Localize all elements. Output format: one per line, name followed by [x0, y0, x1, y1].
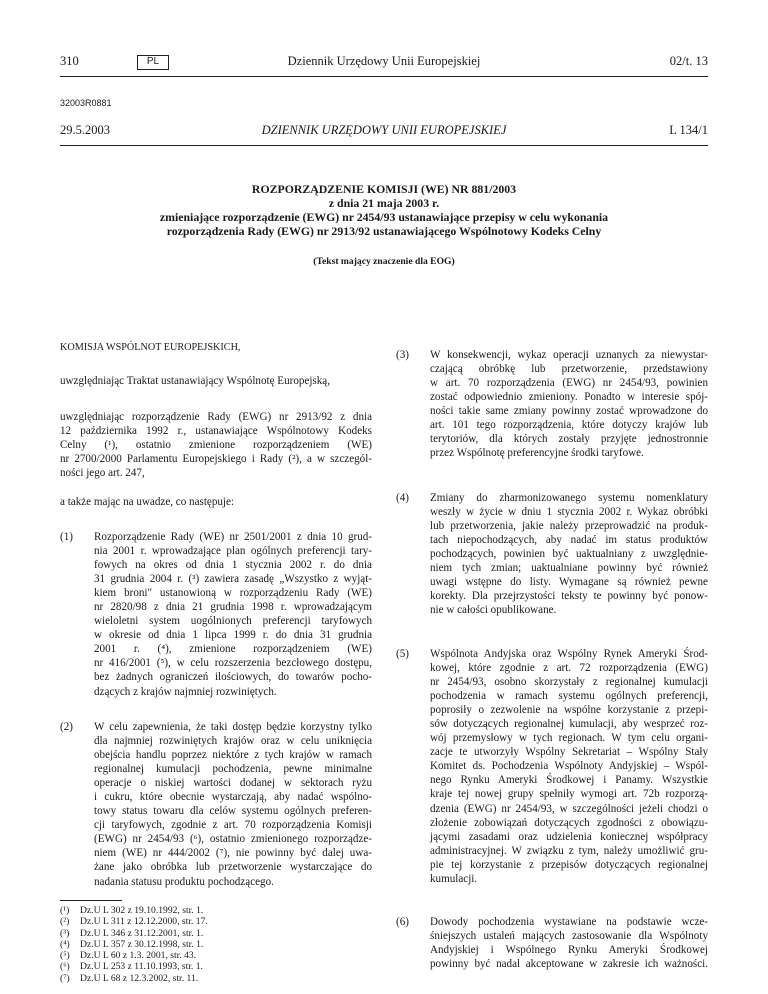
- text-line: niem tych zmian; uaktualniane powinny być również: [430, 562, 708, 575]
- footnote-mark: (³): [60, 927, 70, 939]
- text-line: dzących z krajów najmniej rozwiniętych.: [94, 685, 277, 698]
- text-line: Celny (¹), ostatnio zmienione rozporządzeniem (WE): [60, 439, 372, 452]
- text-line: i cukru, które obecnie wystarczają, aby nadać wspólno-: [94, 791, 372, 804]
- text-line: Andyjskiej i Wspólnego Rynku Ameryki Środkowej: [430, 944, 708, 957]
- footnote: [60, 916, 372, 927]
- language-badge: PL: [137, 55, 169, 70]
- whereas-clause: a także mając na uwadze, co następuje:: [60, 496, 235, 508]
- text-line: dzenia (EWG) nr 2454/93, w szczególności jeżeli chodzi o: [430, 802, 708, 815]
- text-line: Dowody pochodzenia wystawiane na podstawie wcze-: [430, 916, 708, 928]
- text-line: nadania statusu produktu pochodzącego.: [94, 875, 274, 888]
- footnote-text: Dz.U L 311 z 12.12.2000, str. 17.: [80, 916, 208, 928]
- original-date: 29.5.2003: [60, 123, 110, 137]
- text-line: czającą obróbkę lub przetworzenie, przedstawiony: [430, 363, 708, 376]
- text-line: wieloletni system uogólnionych preferencji taryfowych: [94, 615, 372, 628]
- text-line: W celu zapewnienia, że taki dostęp będzie korzystny tylko: [94, 721, 372, 733]
- text-line: Rozporządzenie Rady (WE) nr 2501/2001 z dnia 10 grud-: [94, 531, 372, 543]
- text-line: art. 101 tego rozporządzenia, które dotyczy krajów lub: [430, 419, 708, 432]
- footnote-mark: (⁵): [60, 950, 70, 962]
- footnote-text: Dz.U L 302 z 19.10.1992, str. 1.: [80, 905, 204, 916]
- text-line: korekty. Dla przejrzystości teksty te powinny być ponow-: [430, 590, 708, 603]
- text-line: w okresie od dnia 1 lipca 1999 r. do dnia 31 grudnia: [94, 629, 372, 642]
- regulation-subject-line1: zmieniające rozporządzenie (EWG) nr 2454/93 ustanawiające przepisy w celu wykonania: [159, 210, 609, 224]
- text-line: 12 października 1992 r., ustanawiające Wspólnotowy Kodeks: [60, 425, 372, 438]
- journal-title: Dziennik Urzędowy Unii Europejskiej: [287, 54, 481, 68]
- text-line: jącymi zasadami oraz udzielenia koniecznej współpracy: [430, 830, 708, 843]
- text-line: złożenie zobowiązań dotyczących zgodności z obowiązu-: [430, 816, 708, 829]
- text-line: pochodzących, powinien być uaktualniany z uwzględnie-: [430, 548, 708, 561]
- eea-relevance: (Tekst mający znaczenie dla EOG): [313, 256, 455, 267]
- text-line: zostać odpowiednio zmieniony. Ponadto w interesie spój-: [430, 391, 708, 404]
- recital-number: (6): [396, 916, 409, 928]
- original-journal: DZIENNIK URZĘDOWY UNII EUROPEJSKIEJ: [261, 123, 507, 137]
- footnote: [60, 905, 372, 916]
- text-line: żane jako obróbka lub przetworzenie wystarczające do: [94, 861, 372, 874]
- text-line: kumulacji.: [430, 872, 478, 885]
- text-line: niem (WE) nr 444/2002 (⁷), nie powinny być dalej uwa-: [94, 847, 372, 860]
- footnote-text: Dz.U L 346 z 31.12.2001, str. 1.: [80, 927, 204, 939]
- footnote: [60, 939, 372, 950]
- text-line: administracyjnej. W związku z tym, należy umożliwić gru-: [430, 844, 708, 857]
- regulation-citation: [60, 410, 372, 480]
- recital-text: [94, 530, 372, 699]
- text-line: dla najmniej rozwiniętych krajów oraz w celu uniknięcia: [94, 735, 372, 748]
- text-line: weszły w życie w dniu 1 stycznia 2002 r. Wykaz obróbki: [430, 506, 708, 519]
- text-line: nr 2820/98 z dnia 21 grudnia 1998 r. wprowadzającym: [94, 601, 372, 614]
- recital-number: (4): [396, 492, 409, 504]
- footnote-mark: (⁴): [60, 938, 70, 950]
- footnote: [60, 928, 372, 939]
- text-line: fowych na okres od dnia 1 stycznia 2002 r. do dnia: [94, 559, 372, 572]
- footnote-text: Dz.U L 357 z 30.12.1998, str. 1.: [80, 938, 204, 950]
- text-line: sów dotyczących regionalnej kumulacji, aby wesprzeć roz-: [430, 718, 708, 731]
- original-header-rule: [60, 145, 708, 146]
- footnote-text: Dz.U L 68 z 12.3.2002, str. 11.: [80, 972, 199, 984]
- text-line: pie tej korzystanie z przepisów dotyczących regionalnej: [430, 858, 708, 871]
- text-line: nr 2700/2000 Parlamentu Europejskiego i Rady (²), a w szczegól-: [60, 453, 372, 466]
- text-line: Wspólnota Andyjska oraz Wspólny Rynek Ameryki Środ-: [430, 648, 708, 660]
- text-line: bez żadnych ograniczeń ilościowych, do towarów pocho-: [94, 671, 372, 684]
- text-line: (EWG) nr 2454/93 (⁶), ostatnio zmienionego rozporządze-: [94, 833, 372, 846]
- recital-number: (1): [60, 531, 73, 543]
- text-line: zacje te utworzyły Wspólny Sekretariat – Wspólny Stały: [430, 746, 708, 759]
- footnote-text: Dz.U L 60 z 1.3. 2001, str. 43.: [80, 950, 197, 962]
- footnotes: [60, 905, 372, 984]
- header-rule: [60, 76, 708, 77]
- regulation-date: z dnia 21 maja 2003 r.: [328, 196, 440, 210]
- footnote-text: Dz.U L 253 z 11.10.1993, str. 1.: [80, 961, 203, 973]
- text-line: nr 416/2001 (⁵), w celu rozszerzenia bezcłowego dostępu,: [94, 657, 372, 670]
- text-line: lub przetworzenia, jakie należy przeprowadzić na produk-: [430, 520, 708, 533]
- text-line: obejścia handlu poprzez niektóre z tych krajów w ramach: [94, 749, 372, 762]
- recital-text: [430, 915, 708, 971]
- treaty-clause: uwzględniając Traktat ustanawiający Wspólnotę Europejską,: [60, 375, 330, 387]
- text-line: kiem broni" ustanowioną w rozporządzeniu Rady (WE): [94, 587, 372, 600]
- text-line: nr 2454/93, osobno skorzystały z regionalnej kumulacji: [430, 676, 708, 689]
- text-line: nie w całości opublikowane.: [430, 604, 557, 617]
- text-line: W konsekwencji, wykaz operacji uznanych za niewystar-: [430, 349, 708, 361]
- text-line: pochodzenia w ramach systemu ogólnych preferencji,: [430, 690, 708, 703]
- text-line: Zmiany do zharmonizowanego systemu nomenklatury: [430, 492, 708, 504]
- text-line: terytoriów, dla których zostały przyjęte jednostronnie: [430, 433, 708, 446]
- text-line: ności takie same zmiany powinny zostać wprowadzone do: [430, 405, 708, 418]
- text-line: regionalnej kumulacji pochodzenia, pewne minimalne: [94, 763, 372, 776]
- text-line: tach niepochodzących, aby nadać im status produktów: [430, 534, 708, 547]
- text-line: uwzględniając rozporządzenie Rady (EWG) nr 2913/92 z dnia: [60, 411, 372, 423]
- text-line: cji taryfowych, zgodnie z art. 70 rozporządzenia Komisji: [94, 819, 372, 832]
- footnote-mark: (⁶): [60, 961, 70, 973]
- footnote: [60, 950, 372, 961]
- volume-number: 02/t. 13: [669, 54, 708, 68]
- recital-text: [430, 491, 708, 617]
- footnote-mark: (⁷): [60, 972, 70, 984]
- document-reference: 32003R0881: [60, 98, 112, 108]
- text-line: uwagi wstępne do listy. Wymagane są również pewne: [430, 576, 708, 589]
- page-number: 310: [60, 54, 79, 68]
- text-line: towy status towaru dla celów systemu ogólnych preferen-: [94, 805, 372, 818]
- text-line: 31 grudnia 2004 r. (³) zawiera zasadę „Wszystko z wyjąt-: [94, 573, 372, 586]
- recital-text: [430, 647, 708, 886]
- text-line: nego Rynku Ameryki Środkowej i Panamy. Wszystkie: [430, 774, 708, 787]
- commission-heading: KOMISJA WSPÓLNOT EUROPEJSKICH,: [60, 342, 241, 353]
- recital-text: [430, 348, 708, 460]
- footnote-rule: [60, 900, 122, 901]
- text-line: przez Wspólnotę preferencyjne środki taryfowe.: [430, 447, 644, 460]
- text-line: w art. 70 rozporządzenia (EWG) nr 2454/93, powinien: [430, 377, 708, 390]
- text-line: poprosiły o zezwolenie na wspólne korzystanie z przepi-: [430, 704, 708, 717]
- recital-number: (3): [396, 349, 409, 361]
- text-line: ności jego art. 247,: [60, 467, 145, 480]
- recital-text: [94, 720, 372, 889]
- regulation-subject-line2: rozporządzenia Rady (EWG) nr 2913/92 ustanawiającego Wspólnotowy Kodeks Celny: [166, 224, 602, 238]
- text-line: operacje o niskiej wartości dodanej w sektorach ryżu: [94, 777, 372, 790]
- footnote-mark: (¹): [60, 905, 70, 916]
- recital-number: (2): [60, 721, 73, 733]
- footnote: [60, 961, 372, 972]
- text-line: wój przemysłowy w tych regionach. W tym celu organi-: [430, 732, 708, 745]
- recital-number: (5): [396, 648, 409, 660]
- text-line: 2001 r. (⁴), zmienione rozporządzeniem (WE): [94, 643, 372, 656]
- text-line: powinny być nadal akceptowane w zakresie ich ważności.: [430, 958, 708, 971]
- footnote-mark: (²): [60, 916, 70, 928]
- text-line: Komitet ds. Pochodzenia Wspólnoty Andyjskiej – Wspól-: [430, 760, 708, 773]
- original-reference: L 134/1: [669, 123, 708, 137]
- text-line: nia 2001 r. wprowadzające plan ogólnych preferencji tary-: [94, 545, 372, 558]
- text-line: kowej, które zgodnie z art. 72 rozporządzenia (EWG): [430, 662, 708, 675]
- footnote: [60, 973, 372, 984]
- regulation-title: ROZPORZĄDZENIE KOMISJI (WE) NR 881/2003: [251, 182, 517, 196]
- text-line: kraje tej nowej grupy spełniły wymogi art. 72b rozporzą-: [430, 788, 708, 801]
- text-line: śniejszych ustaleń mających zastosowanie dla Wspólnoty: [430, 930, 708, 943]
